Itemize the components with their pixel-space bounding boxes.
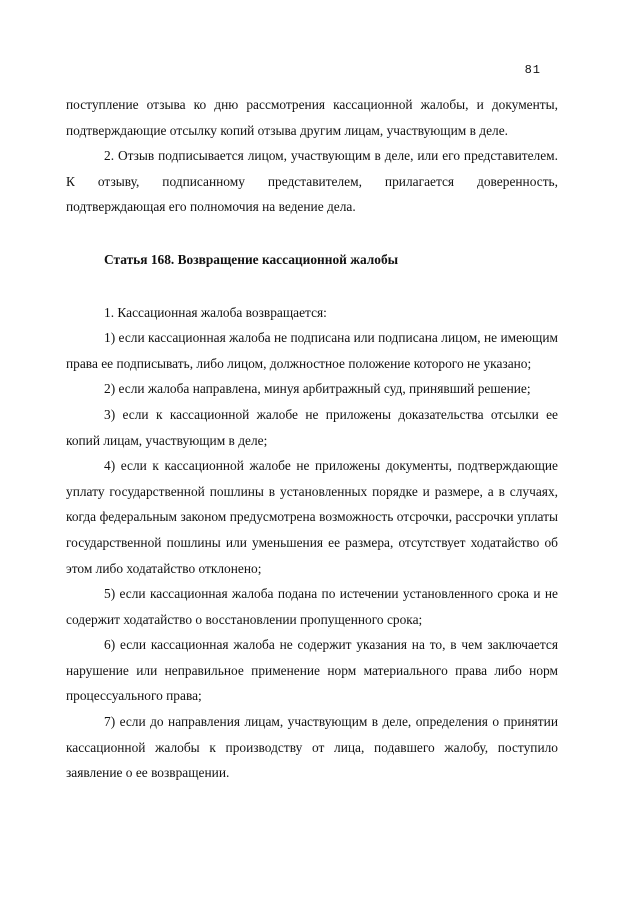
paragraph-continuation: поступление отзыва ко дню рассмотрения кассационной жалобы, и документы, подтверждающие отсылку копий отзыва другим лицам, участвующим в деле.: [66, 97, 558, 138]
list-item: 2) если жалоба направлена, минуя арбитражный суд, принявший решение;: [104, 381, 531, 397]
list-item: 1) если кассационная жалоба не подписана или подписана лицом, не имеющим права ее подписывать, либо лицом, должностное положение которого не указано;: [66, 330, 558, 371]
list-item: 4) если к кассационной жалобе не приложены документы, подтверждающие уплату государственной пошлины в установленных порядке и размере, а в случаях, когда федеральным законом предусмотрена возможность отсрочки, рассрочки уплаты государственной пошлины или уменьшения ее размера, отсутствует ходатайство об этом либо ходатайство отклонено;: [66, 458, 558, 576]
list-item: 7) если до направления лицам, участвующим в деле, определения о принятии кассационной жалобы к производству от лица, подавшего жалобу, поступило заявление о ее возвращении.: [66, 714, 558, 781]
paragraph-item-2: 2. Отзыв подписывается лицом, участвующим в деле, или его представителем. К отзыву, подписанному представителем, прилагается доверенность, подтверждающая его полномочия на ведение дела.: [66, 148, 558, 215]
document-body: [66, 92, 558, 786]
list-item: 5) если кассационная жалоба подана по истечении установленного срока и не содержит ходатайство о восстановлении пропущенного срока;: [66, 586, 558, 627]
list-item: 3) если к кассационной жалобе не приложены доказательства отсылки ее копий лицам, участвующим в деле;: [66, 406, 558, 448]
list-item: 6) если кассационная жалоба не содержит указания на то, в чем заключается нарушение или неправильное применение норм материального права либо норм процессуального права;: [66, 637, 558, 704]
paragraph-intro: 1. Кассационная жалоба возвращается:: [104, 304, 327, 320]
article-heading: Статья 168. Возвращение кассационной жалобы: [104, 251, 399, 267]
page-number: 81: [524, 63, 541, 77]
